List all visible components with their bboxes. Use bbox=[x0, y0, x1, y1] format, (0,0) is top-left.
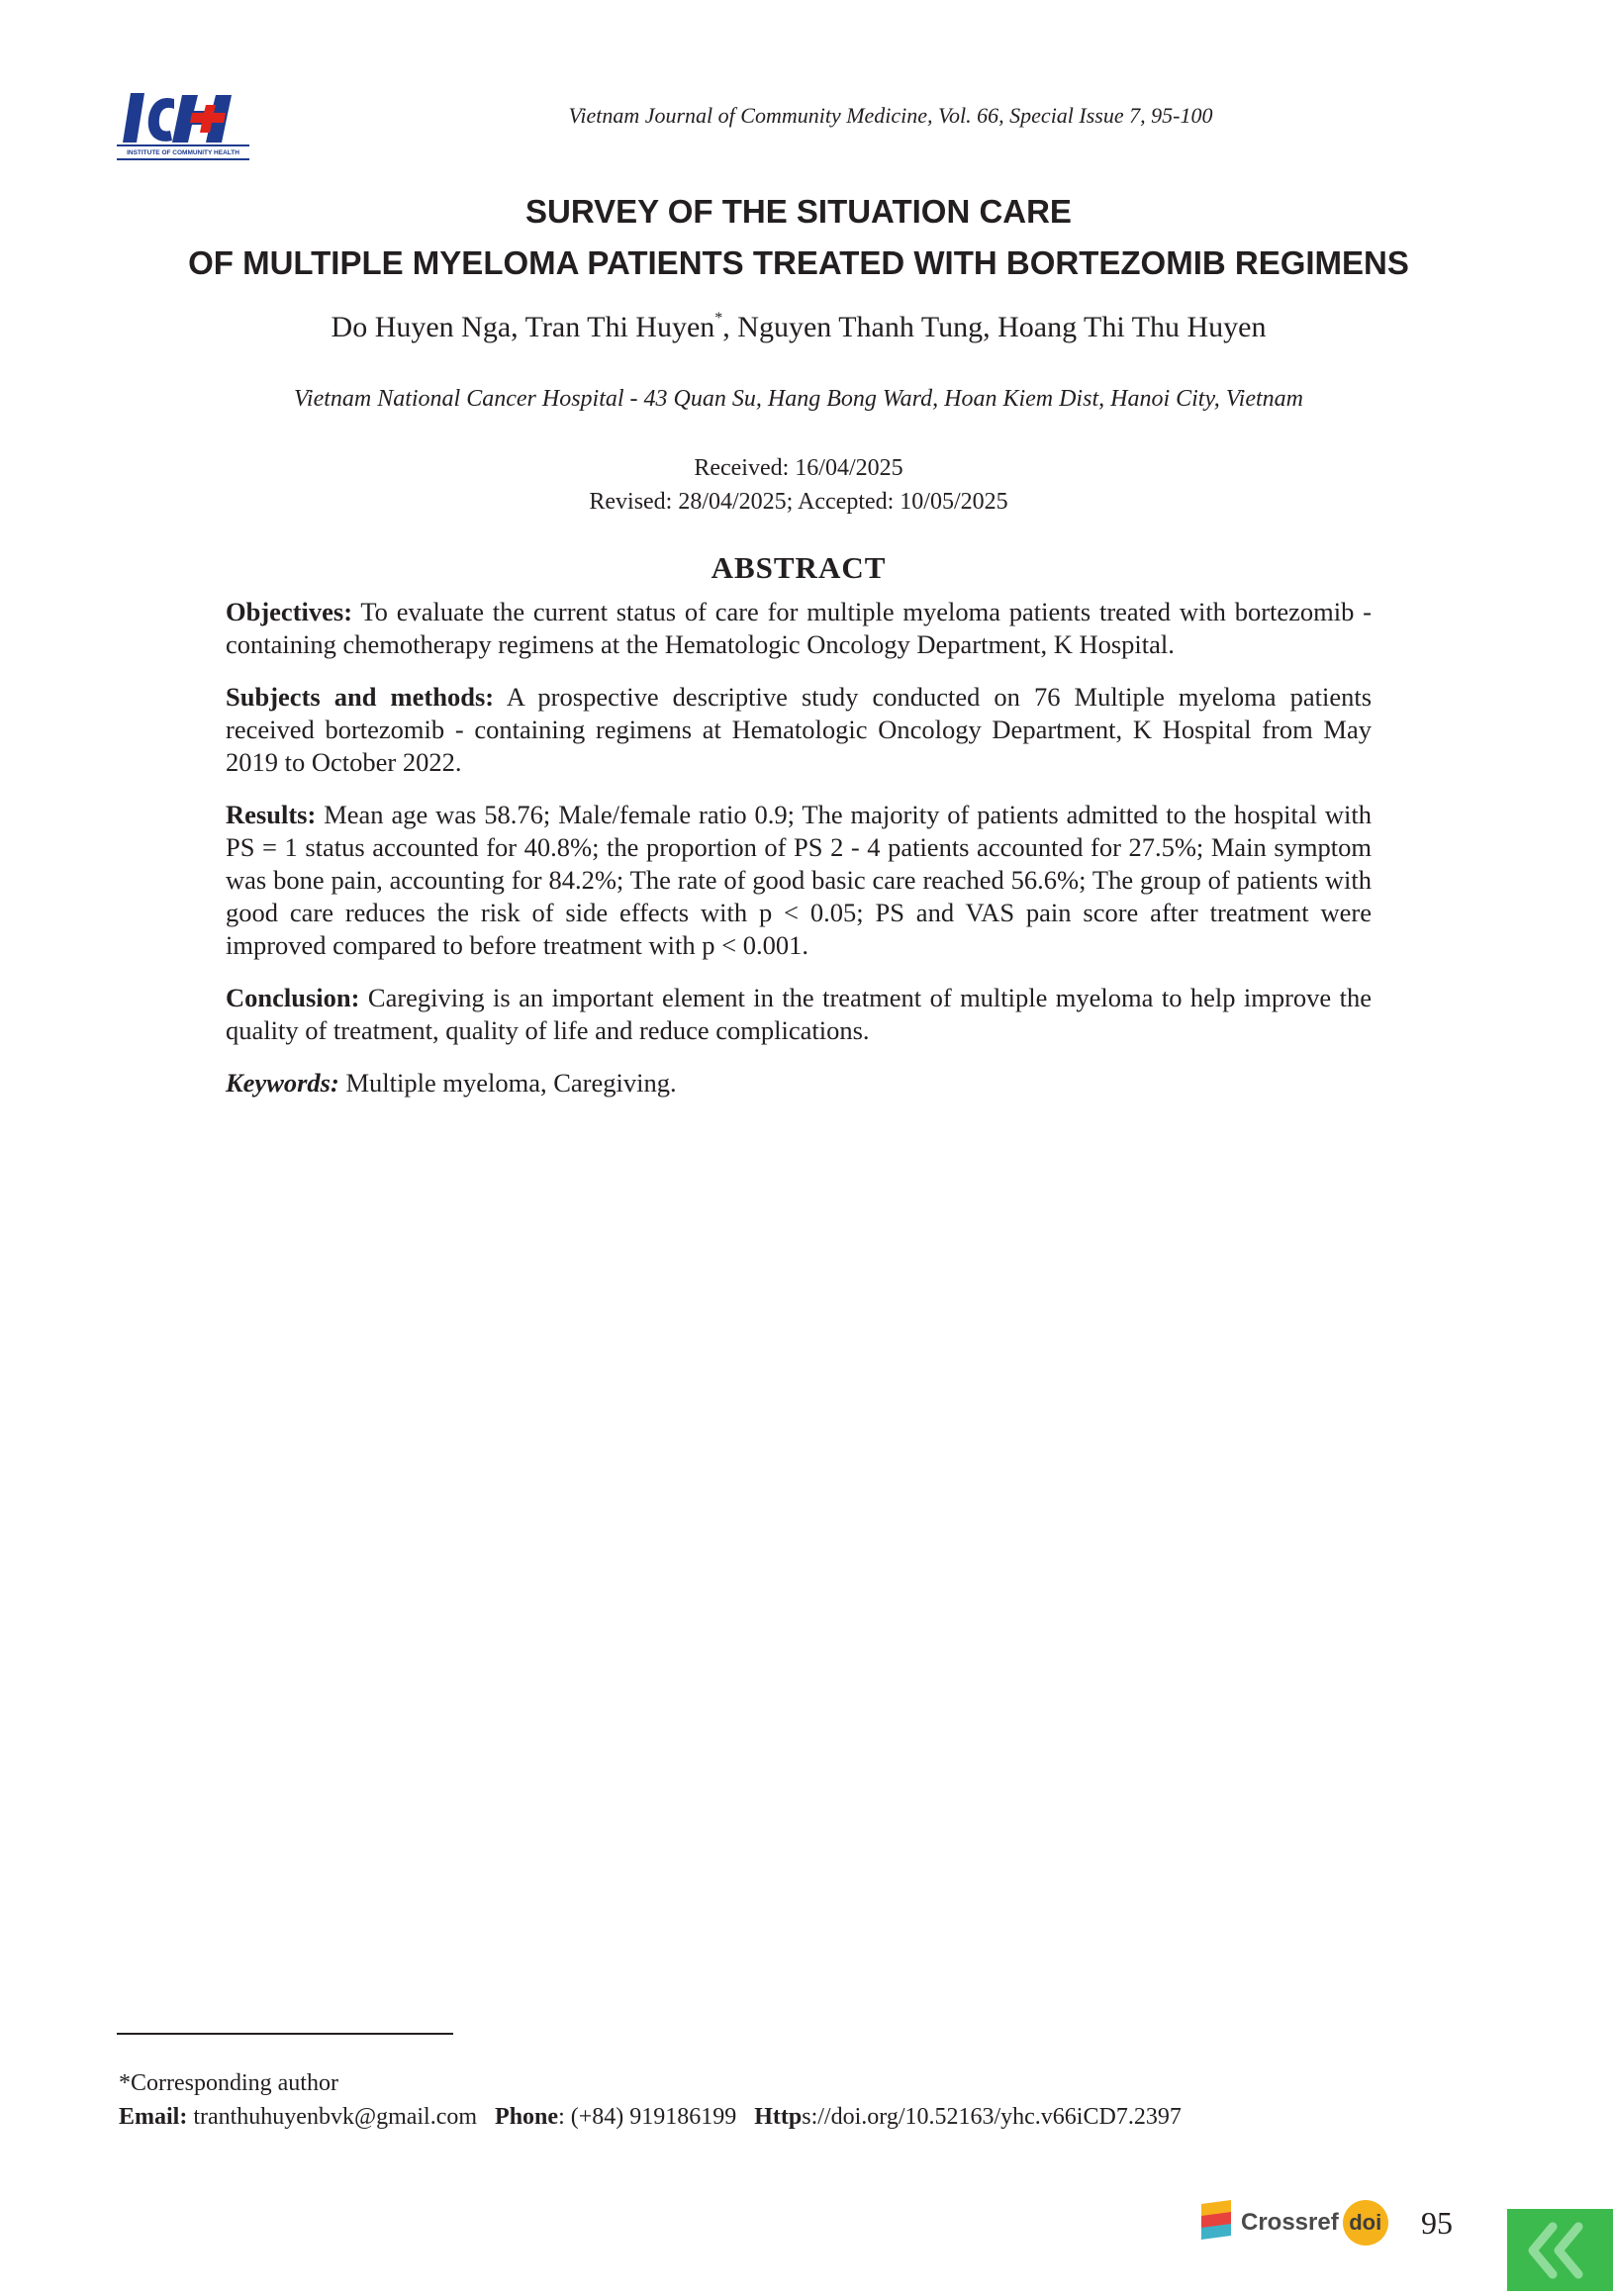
double-chevron-left-icon bbox=[1507, 2209, 1613, 2291]
logo-caption: INSTITUTE OF COMMUNITY HEALTH bbox=[127, 149, 239, 156]
abstract-objectives bbox=[226, 596, 1372, 661]
page-corner-tab bbox=[1507, 2209, 1613, 2291]
title-line-2: OF MULTIPLE MYELOMA PATIENTS TREATED WITH BORTEZOMIB REGIMENS bbox=[188, 244, 1409, 281]
title-line-1: SURVEY OF THE SITUATION CARE bbox=[525, 193, 1072, 230]
keywords-text: Multiple myeloma, Caregiving. bbox=[338, 1068, 677, 1098]
crossref-doi-badge[interactable] bbox=[1199, 2197, 1388, 2248]
results-text: Mean age was 58.76; Male/female ratio 0.9; The majority of patients admitted to the hospital with PS = 1 status accounted for 40.8%; the proportion of PS 2 - 4 patients accounted for 27.5%; Main symptom was bone pain, accounting for 84.2%; The rate of good basic care reached 56.6%; The group of patients with good care reduces the risk of side effects with p < 0.05; PS and VAS pain score after treatment were improved compared to before treatment with p < 0.001. bbox=[226, 800, 1372, 960]
email-label: Email: bbox=[119, 2104, 188, 2130]
ich-logo bbox=[117, 89, 249, 162]
corresponding-mark: * bbox=[714, 310, 723, 327]
phone-value: : (+84) 919186199 bbox=[558, 2104, 737, 2130]
page-number: 95 bbox=[1421, 2205, 1453, 2241]
objectives-label: Objectives: bbox=[226, 597, 353, 626]
phone-label: Phone bbox=[495, 2104, 559, 2130]
revised-accepted-date: Revised: 28/04/2025; Accepted: 10/05/2025 bbox=[589, 489, 1008, 515]
corresponding-author-note: *Corresponding author bbox=[119, 2070, 338, 2096]
affiliation: Vietnam National Cancer Hospital - 43 Quan Su, Hang Bong Ward, Hoan Kiem Dist, Hanoi City, Vietnam bbox=[294, 386, 1303, 412]
crossref-label: Crossref bbox=[1241, 2209, 1339, 2236]
keywords-label: Keywords: bbox=[226, 1068, 339, 1098]
doi-label: Http bbox=[754, 2104, 803, 2130]
abstract-keywords bbox=[226, 1067, 1372, 1100]
journal-citation: Vietnam Journal of Community Medicine, Vol. 66, Special Issue 7, 95-100 bbox=[568, 103, 1213, 128]
footnote-divider bbox=[117, 2033, 453, 2035]
doi-icon: doi bbox=[1343, 2200, 1388, 2246]
abstract-heading: ABSTRACT bbox=[711, 550, 887, 585]
objectives-text: To evaluate the current status of care for multiple myeloma patients treated with bortezomib - containing chemotherapy regimens at the Hematologic Oncology Department, K Hospital. bbox=[226, 597, 1372, 659]
authors-text-a: Do Huyen Nga, Tran Thi Huyen bbox=[331, 311, 715, 343]
abstract-results bbox=[226, 799, 1372, 962]
results-label: Results: bbox=[226, 800, 317, 829]
article-dates bbox=[59, 451, 1538, 519]
author-list bbox=[59, 311, 1538, 344]
authors-text-b: , Nguyen Thanh Tung, Hoang Thi Thu Huyen bbox=[722, 311, 1267, 343]
crossref-icon bbox=[1199, 2200, 1233, 2246]
methods-text: A prospective descriptive study conducted on 76 Multiple myeloma patients received bortezomib - containing regimens at Hematologic Oncology Department, K Hospital from May 2019 to October 2022. bbox=[226, 682, 1373, 777]
abstract-methods bbox=[226, 681, 1372, 779]
methods-label: Subjects and methods: bbox=[226, 682, 495, 712]
contact-line bbox=[119, 2100, 1405, 2134]
article-title bbox=[59, 186, 1538, 289]
doi-link[interactable]: s://doi.org/10.52163/yhc.v66iCD7.2397 bbox=[802, 2104, 1182, 2130]
abstract-body bbox=[226, 596, 1372, 1119]
conclusion-label: Conclusion: bbox=[226, 983, 360, 1012]
conclusion-text: Caregiving is an important element in the treatment of multiple myeloma to help improve the quality of treatment, quality of life and reduce complications. bbox=[226, 983, 1372, 1045]
abstract-conclusion bbox=[226, 982, 1372, 1047]
received-date: Received: 16/04/2025 bbox=[694, 455, 903, 481]
footnote bbox=[119, 2066, 1405, 2134]
email-link[interactable]: tranthuhuyenbvk@gmail.com bbox=[187, 2104, 478, 2130]
